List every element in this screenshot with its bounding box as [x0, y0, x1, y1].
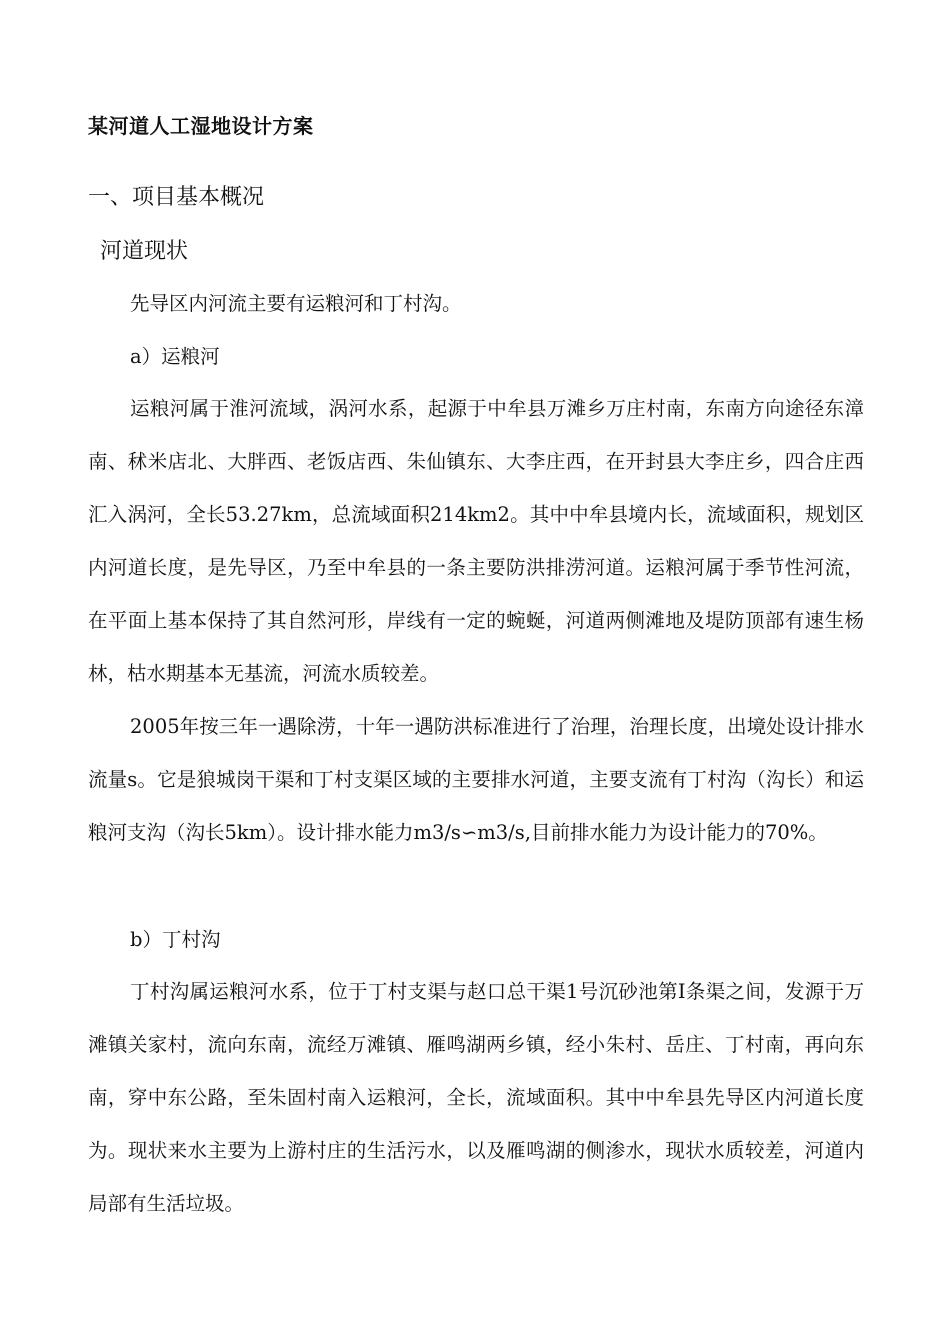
document-title: 某河道人工湿地设计方案	[88, 114, 314, 138]
item-a-label: a）运粮河	[130, 345, 220, 368]
subsection-heading: 河道现状	[100, 239, 189, 264]
item-b-label: b）丁村沟	[130, 928, 221, 951]
paragraph-dingcungou: 丁村沟属运粮河水系，位于丁村支渠与赵口总干渠1号沉砂池第Ⅰ条渠之间，发源于万滩镇关家村，流向东南，流经万滩镇、雁鸣湖两乡镇，经小朱村、岳庄、丁村南，再向东南，穿中东公路，至朱固村南入运粮河，全长，流域面积。其中中牟县先导区内河道长度为。现状来水主要为上游村庄的生活污水，以及雁鸣湖的侧渗水，现状水质较差，河道内局部有生活垃圾。	[88, 980, 864, 1215]
intro-paragraph: 先导区内河流主要有运粮河和丁村沟。	[130, 292, 462, 315]
section-heading: 一、项目基本概况	[88, 185, 265, 210]
paragraph-yunlianghe-1: 运粮河属于淮河流域，涡河水系，起源于中牟县万滩乡万庄村南，东南方向途径东漳南、秫米店北、大胖西、老饭店西、朱仙镇东、大李庄西，在开封县大李庄乡，四合庄西汇入涡河，全长53.27km，总流域面积214km2。其中中牟县境内长，流域面积，规划区内河道长度，是先导区，乃至中牟县的一条主要防洪排涝河道。运粮河属于季节性河流，在平面上基本保持了其自然河形，岸线有一定的蜿蜒，河道两侧滩地及堤防顶部有速生杨林，枯水期基本无基流，河流水质较差。	[88, 397, 864, 685]
paragraph-yunlianghe-2: 2005年按三年一遇除涝，十年一遇防洪标准进行了治理，治理长度，出境处设计排水流量s。它是狼城岗干渠和丁村支渠区域的主要排水河道，主要支流有丁村沟（沟长）和运粮河支沟（沟长5km）。设计排水能力m3/s∽m3/s,目前排水能力为设计能力的70%。	[88, 715, 864, 844]
